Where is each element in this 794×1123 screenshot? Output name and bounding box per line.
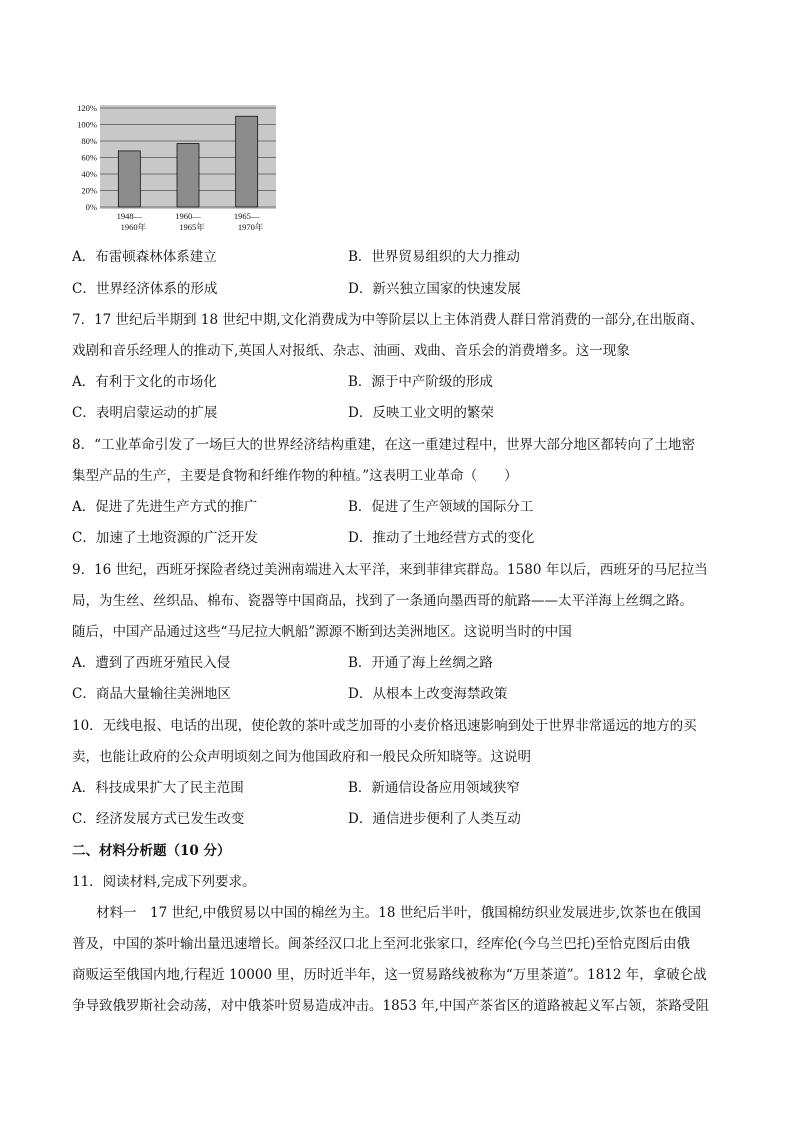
q10-stem-line-1: 10．无线电报、电话的出现，使伦敦的茶叶或芝加哥的小麦价格迅速影响到处于世界非常遥远的地方的买 [72,718,697,734]
q6-option-a: A．布雷顿森林体系建立 [72,249,217,265]
y-tick-label: 40% [81,169,97,179]
q8-option-c: C．加速了土地资源的广泛开发 [72,530,258,546]
q11-intro: 11．阅读材料,完成下列要求。 [72,874,256,890]
x-category-label: 1970年 [237,222,264,232]
q10-stem-line-2: 卖，也能让政府的公众声明顷刻之间为他国政府和一般民众所知晓等。这说明 [72,749,531,765]
q8-option-b: B．促进了生产领域的国际分工 [348,499,534,515]
q8-stem-line-2: 集型产品的生产，主要是食物和纤维作物的种植。”这表明工业革命（ ） [72,468,518,484]
x-category-label: 1965年 [179,222,205,232]
q7-stem-line-2: 戏剧和音乐经理人的推动下,英国人对报纸、杂志、油画、戏曲、音乐会的消费增多。这一现象 [72,343,630,359]
y-tick-label: 60% [81,152,97,163]
x-category-label: 1948— [116,211,143,221]
x-category-label: 1965— [233,211,260,221]
material-paragraph-line-2: 普及，中国的茶叶输出量迅速增长。闽茶经汉口北上至河北张家口，经库伦(今乌兰巴托)至恰克图后由俄 [72,936,691,952]
q10-option-a: A．科技成果扩大了民主范围 [72,780,244,796]
q9-stem-line-1: 9．16 世纪，西班牙探险者绕过美洲南端进入太平洋，来到菲律宾群岛。1580 年以后，西班牙的马尼拉当 [72,562,708,578]
q7-option-b: B．源于中产阶级的形成 [348,374,493,390]
y-tick-label: 0% [85,202,97,212]
bar [236,116,258,207]
section-heading: 二、材料分析题（10 分） [72,843,231,859]
bar [118,151,140,207]
q7-option-a: A．有利于文化的市场化 [72,374,217,390]
bar [177,143,199,207]
q7-option-d: D．反映工业文明的繁荣 [348,405,494,421]
bar-chart [70,103,278,233]
y-tick-label: 20% [81,185,97,196]
y-tick-label: 120% [77,103,97,113]
material-paragraph-line-1: 材料一 17 世纪,中俄贸易以中国的棉丝为主。18 世纪后半叶，俄国棉纺织业发展进步,饮茶也在俄国 [96,905,702,921]
material-paragraph-line-3: 商贩运至俄国内地,行程近 10000 里，历时近半年，这一贸易路线被称为“万里茶道”。1812 年，拿破仑战 [72,967,707,983]
q6-option-d: D．新兴独立国家的快速发展 [348,281,521,297]
q7-option-c: C．表明启蒙运动的扩展 [72,405,218,421]
x-category-label: 1960年 [120,222,147,232]
q10-option-c: C．经济发展方式已发生改变 [72,811,245,827]
q7-stem-line-1: 7．17 世纪后半期到 18 世纪中期,文化消费成为中等阶层以上主体消费人群日常消费的一部分,在出版商、 [72,312,704,328]
q9-stem-line-3: 随后，中国产品通过这些“马尼拉大帆船”源源不断到达美洲地区。这说明当时的中国 [72,624,572,640]
q8-option-d: D．推动了土地经营方式的变化 [348,530,535,546]
q10-option-b: B．新通信设备应用领域狭窄 [348,780,520,796]
q8-stem-line-1: 8．“工业革命引发了一场巨大的世界经济结构重建，在这一重建过程中，世界大部分地区都转向了土地密 [72,437,695,453]
q6-option-b: B．世界贸易组织的大力推动 [348,249,520,265]
y-tick-label: 80% [81,136,97,146]
q10-option-d: D．通信进步便利了人类互动 [348,811,521,827]
y-tick-label: 100% [77,119,97,130]
material-paragraph-line-4: 争导致俄罗斯社会动荡，对中俄茶叶贸易造成冲击。1853 年,中国产茶省区的道路被起义军占领，茶路受阻 [72,998,709,1014]
x-category-label: 1960— [175,211,201,221]
q6-option-c: C．世界经济体系的形成 [72,281,218,297]
q9-option-d: D．从根本上改变海禁政策 [348,686,508,702]
q9-option-c: C．商品大量输往美洲地区 [72,686,231,702]
q9-stem-line-2: 局，为生丝、丝织品、棉布、瓷器等中国商品，找到了一条通向墨西哥的航路——太平洋海上丝绸之路。 [72,593,693,609]
q9-option-a: A．遭到了西班牙殖民入侵 [72,655,231,671]
q9-option-b: B．开通了海上丝绸之路 [348,655,493,671]
q8-option-a: A．促进了先进生产方式的推广 [72,499,258,515]
